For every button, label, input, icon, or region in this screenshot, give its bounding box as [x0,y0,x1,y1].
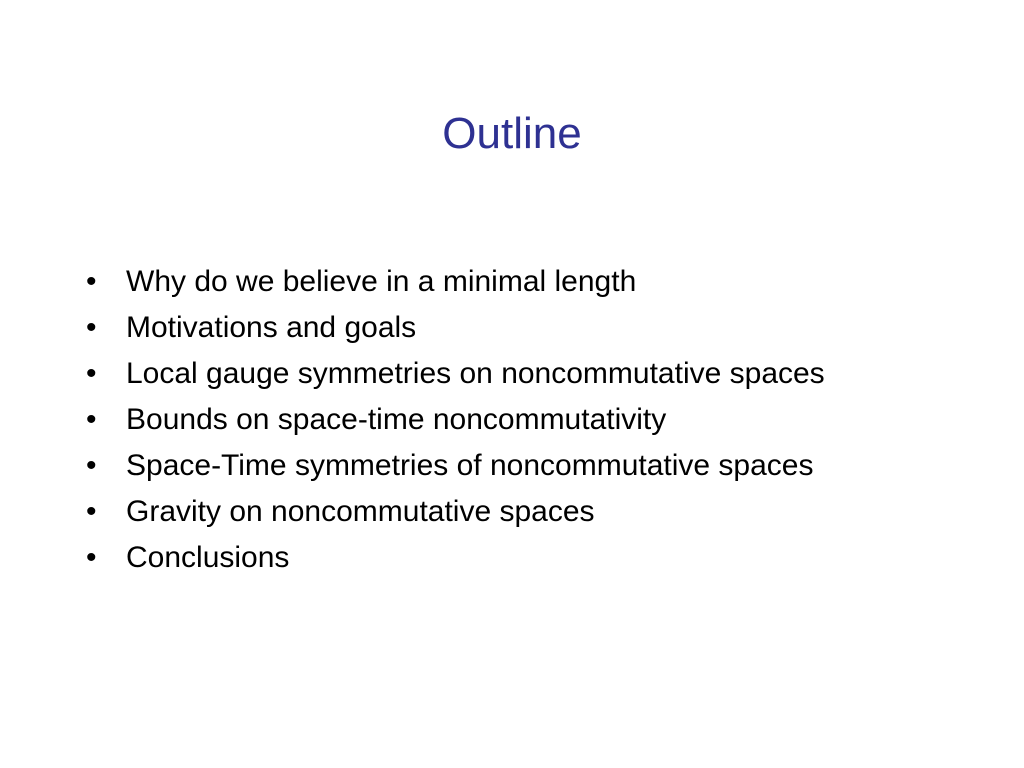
slide-title: Outline [442,109,582,158]
list-item [86,448,986,483]
bullet-text: Gravity on noncommutative spaces [126,495,595,528]
bullet-icon: • [86,357,97,390]
bullet-icon: • [86,495,97,528]
bullet-text: Local gauge symmetries on noncommutative spaces [126,357,825,390]
bullet-icon: • [86,265,97,298]
list-item [86,494,986,529]
list-item [86,356,846,391]
list-item [86,310,986,345]
bullet-list [86,264,986,586]
bullet-icon: • [86,541,97,574]
bullet-icon: • [86,449,97,482]
list-item [86,540,986,575]
bullet-text: Conclusions [126,541,290,574]
bullet-text: Bounds on space-time noncommutativity [126,403,667,436]
bullet-text: Why do we believe in a minimal length [126,265,637,298]
bullet-text: Motivations and goals [126,311,417,344]
list-item [86,402,986,437]
list-item [86,264,986,299]
bullet-icon: • [86,403,97,436]
bullet-icon: • [86,311,97,344]
bullet-text: Space-Time symmetries of noncommutative spaces [126,449,814,482]
